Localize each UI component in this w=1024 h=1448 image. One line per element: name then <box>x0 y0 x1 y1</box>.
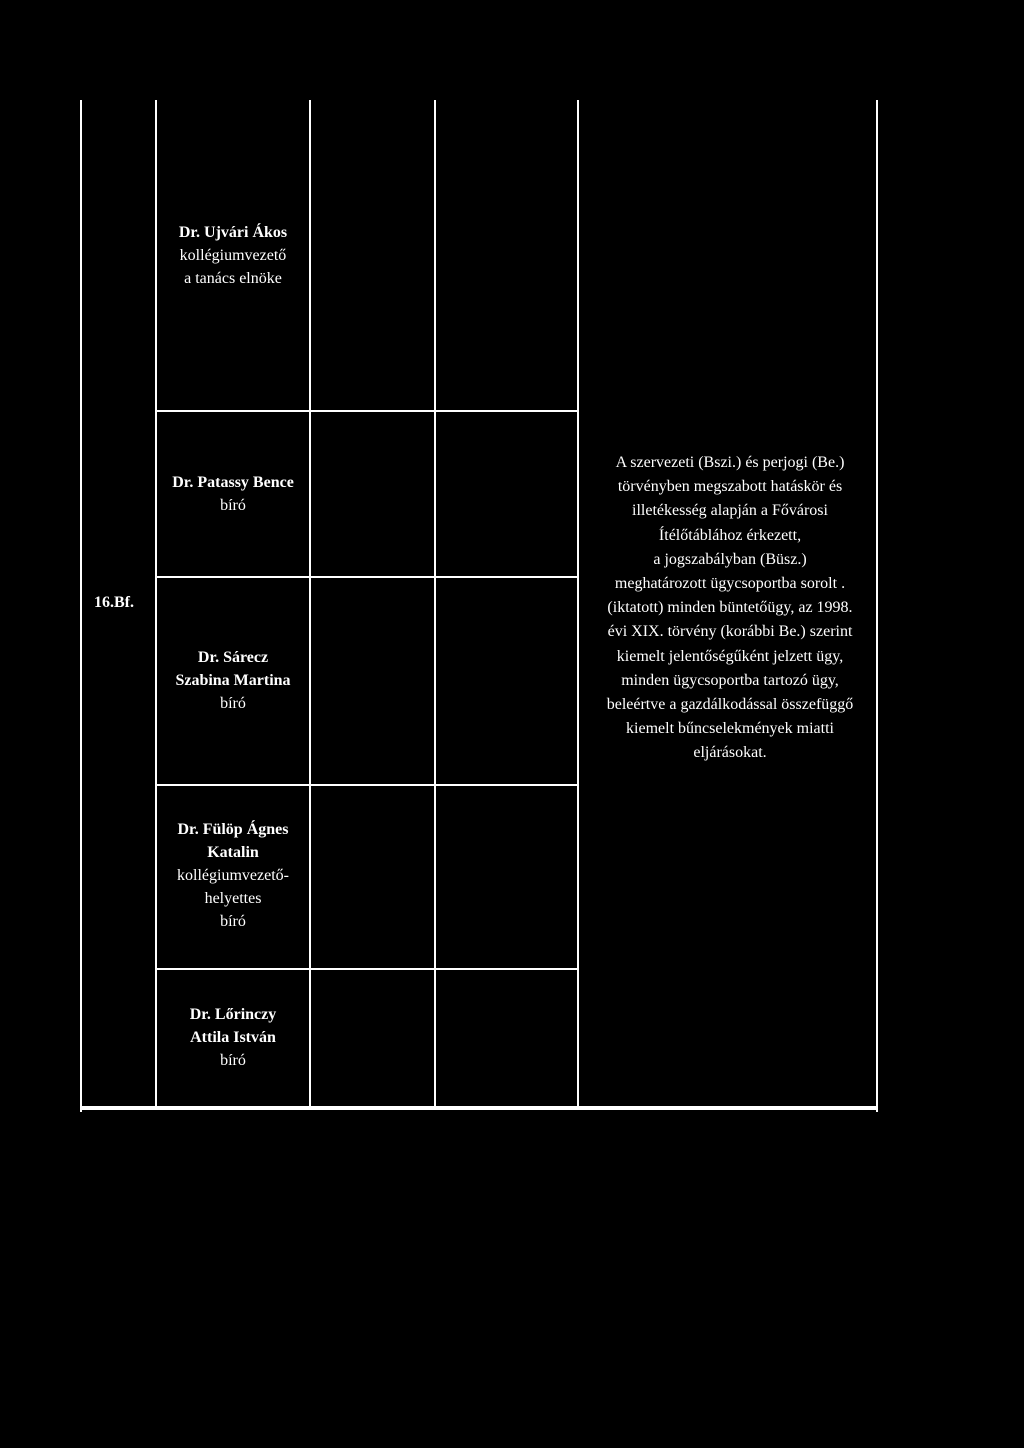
judge-name: Szabina Martina <box>175 672 291 689</box>
judge-role: kollégiumvezető <box>179 247 287 264</box>
schedule-table <box>80 100 880 1112</box>
judge-role: helyettes <box>204 890 262 907</box>
judge-cell-4 <box>157 818 309 933</box>
row-divider-3 <box>155 784 579 786</box>
row-divider-1 <box>155 410 579 412</box>
judge-role: a tanács elnöke <box>184 270 282 287</box>
description-line: A szervezeti (Bszi.) és perjogi (Be.) <box>615 454 845 471</box>
description-line: minden ügycsoportba tartozó ügy, <box>621 671 839 689</box>
description-line: törvényben megszabott hatáskör és <box>617 478 843 496</box>
judge-role: bíró <box>220 695 246 712</box>
judge-role: bíró <box>220 1052 246 1069</box>
description-line: beleértve a gazdálkodással összefüggő <box>606 696 854 714</box>
judge-name: Dr. Lőrinczy <box>189 1006 277 1023</box>
judge-cell-3 <box>157 646 309 715</box>
judge-name: Dr. Patassy Bence <box>172 474 294 491</box>
judge-role: bíró <box>220 913 246 930</box>
description-line: Ítélőtáblához érkezett, <box>658 526 802 544</box>
judge-name: Dr. Sárecz <box>197 649 269 666</box>
judge-name: Dr. Ujvári Ákos <box>178 224 288 241</box>
row-divider-2 <box>155 576 579 578</box>
description-line: kiemelt bűncselekmények miatti <box>626 720 834 738</box>
judge-cell-2 <box>157 471 309 517</box>
judge-role: bíró <box>220 497 246 514</box>
judge-role: kollégiumvezető- <box>177 867 289 884</box>
judge-name: Dr. Fülöp Ágnes <box>177 821 289 838</box>
table-border-left <box>80 100 82 1112</box>
judge-cell-5 <box>157 1003 309 1072</box>
description-line: eljárásokat. <box>693 744 767 762</box>
column-divider-2 <box>309 100 311 1108</box>
case-description <box>579 451 881 766</box>
judge-name: Katalin <box>207 844 259 861</box>
judge-name: Attila István <box>190 1029 276 1046</box>
row-divider-4 <box>155 968 579 970</box>
case-group-code: 16.Bf. <box>94 594 134 611</box>
description-line: a jogszabályban (Büsz.) <box>653 550 807 568</box>
description-line: kiemelt jelentőségűként jelzett ügy, <box>616 647 844 665</box>
column-divider-3 <box>434 100 436 1108</box>
description-line: meghatározott ügycsoportba sorolt . <box>614 575 846 593</box>
description-line: (iktatott) minden büntetőügy, az 1998. <box>607 599 853 617</box>
judge-cell-1 <box>157 221 309 290</box>
description-line: illetékesség alapján a Fővárosi <box>632 502 828 520</box>
description-line: évi XIX. törvény (korábbi Be.) szerint <box>607 623 853 641</box>
table-border-bottom <box>80 1106 878 1110</box>
